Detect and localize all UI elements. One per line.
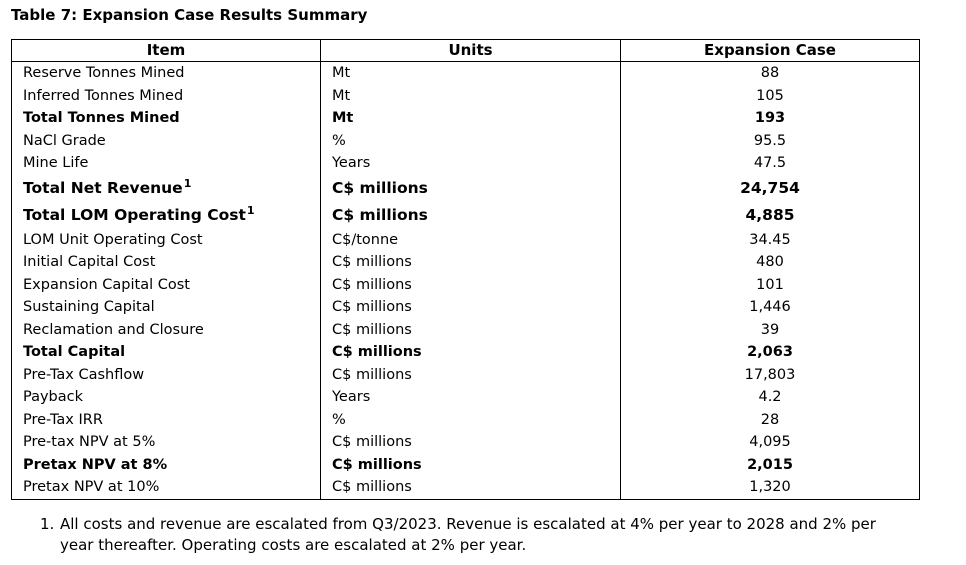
table-row bbox=[12, 251, 920, 274]
value-cell: 105 bbox=[621, 85, 920, 108]
item-label: Pretax NPV at 8% bbox=[23, 456, 168, 473]
footnote-marker: 1 bbox=[183, 177, 192, 190]
item-label: Total LOM Operating Cost bbox=[23, 206, 246, 224]
units-cell: C$ millions bbox=[321, 251, 621, 274]
footnote-number: 1. bbox=[40, 515, 55, 533]
item-label: Payback bbox=[23, 389, 84, 406]
item-cell bbox=[12, 454, 321, 477]
item-label: LOM Unit Operating Cost bbox=[23, 231, 203, 248]
table-row bbox=[12, 107, 920, 130]
value-cell: 193 bbox=[621, 107, 920, 130]
item-cell bbox=[12, 364, 321, 387]
units-cell: C$ millions bbox=[321, 319, 621, 342]
item-label: Expansion Capital Cost bbox=[23, 276, 190, 293]
table-row bbox=[12, 476, 920, 499]
item-label: Sustaining Capital bbox=[23, 299, 155, 316]
table-row bbox=[12, 152, 920, 175]
units-cell: C$ millions bbox=[321, 341, 621, 364]
value-cell: 4.2 bbox=[621, 386, 920, 409]
table-row bbox=[12, 409, 920, 432]
item-label: Pretax NPV at 10% bbox=[23, 479, 160, 496]
item-label: Total Capital bbox=[23, 344, 126, 361]
units-cell: C$ millions bbox=[321, 202, 621, 229]
table-row bbox=[12, 319, 920, 342]
table-header-row bbox=[12, 40, 920, 62]
footnote-text: All costs and revenue are escalated from Q3/2023. Revenue is escalated at 4% per year to 2028 and 2% per year thereafter. Operating costs are escalated at 2% per year. bbox=[60, 515, 876, 554]
item-cell bbox=[12, 409, 321, 432]
value-cell: 39 bbox=[621, 319, 920, 342]
item-cell bbox=[12, 431, 321, 454]
value-cell: 88 bbox=[621, 62, 920, 85]
table-row bbox=[12, 341, 920, 364]
item-label: Reclamation and Closure bbox=[23, 321, 204, 338]
item-cell bbox=[12, 62, 321, 85]
item-cell bbox=[12, 175, 321, 202]
table-row bbox=[12, 296, 920, 319]
units-cell: C$ millions bbox=[321, 476, 621, 499]
column-header-units: Units bbox=[321, 40, 621, 62]
footnote-marker: 1 bbox=[246, 204, 255, 217]
value-cell: 34.45 bbox=[621, 229, 920, 252]
item-label: Total Tonnes Mined bbox=[23, 110, 180, 127]
units-cell: % bbox=[321, 130, 621, 153]
value-cell: 101 bbox=[621, 274, 920, 297]
units-cell: C$ millions bbox=[321, 364, 621, 387]
item-cell bbox=[12, 296, 321, 319]
table-row bbox=[12, 454, 920, 477]
item-label: Pre-tax NPV at 5% bbox=[23, 434, 156, 451]
value-cell: 28 bbox=[621, 409, 920, 432]
units-cell: % bbox=[321, 409, 621, 432]
value-cell: 4,095 bbox=[621, 431, 920, 454]
table-row bbox=[12, 274, 920, 297]
units-cell: Mt bbox=[321, 107, 621, 130]
table-row bbox=[12, 130, 920, 153]
item-cell bbox=[12, 85, 321, 108]
table-title: Table 7: Expansion Case Results Summary bbox=[11, 6, 368, 24]
item-cell bbox=[12, 274, 321, 297]
table-row bbox=[12, 431, 920, 454]
value-cell: 480 bbox=[621, 251, 920, 274]
item-cell bbox=[12, 476, 321, 499]
item-cell bbox=[12, 202, 321, 229]
footnote bbox=[40, 514, 910, 555]
item-cell bbox=[12, 229, 321, 252]
units-cell: Mt bbox=[321, 85, 621, 108]
value-cell: 47.5 bbox=[621, 152, 920, 175]
item-cell bbox=[12, 386, 321, 409]
item-label: Pre-Tax IRR bbox=[23, 411, 103, 428]
units-cell: Mt bbox=[321, 62, 621, 85]
table-row bbox=[12, 175, 920, 202]
item-label: Mine Life bbox=[23, 155, 89, 172]
item-cell bbox=[12, 152, 321, 175]
units-cell: C$ millions bbox=[321, 175, 621, 202]
table-row bbox=[12, 386, 920, 409]
item-label: Initial Capital Cost bbox=[23, 254, 156, 271]
units-cell: Years bbox=[321, 386, 621, 409]
units-cell: C$/tonne bbox=[321, 229, 621, 252]
table-row bbox=[12, 364, 920, 387]
item-label: Pre-Tax Cashflow bbox=[23, 366, 145, 383]
column-header-expansion-case: Expansion Case bbox=[621, 40, 920, 62]
item-cell bbox=[12, 130, 321, 153]
table-row bbox=[12, 229, 920, 252]
item-cell bbox=[12, 341, 321, 364]
units-cell: C$ millions bbox=[321, 296, 621, 319]
value-cell: 95.5 bbox=[621, 130, 920, 153]
item-cell bbox=[12, 251, 321, 274]
item-label: Reserve Tonnes Mined bbox=[23, 65, 185, 82]
units-cell: Years bbox=[321, 152, 621, 175]
item-cell bbox=[12, 107, 321, 130]
value-cell: 1,320 bbox=[621, 476, 920, 499]
value-cell: 2,063 bbox=[621, 341, 920, 364]
table-row bbox=[12, 202, 920, 229]
units-cell: C$ millions bbox=[321, 431, 621, 454]
value-cell: 1,446 bbox=[621, 296, 920, 319]
value-cell: 4,885 bbox=[621, 202, 920, 229]
item-label: Total Net Revenue bbox=[23, 179, 183, 197]
table-row bbox=[12, 85, 920, 108]
item-label: NaCl Grade bbox=[23, 132, 106, 149]
column-header-item: Item bbox=[12, 40, 321, 62]
units-cell: C$ millions bbox=[321, 454, 621, 477]
units-cell: C$ millions bbox=[321, 274, 621, 297]
item-cell bbox=[12, 319, 321, 342]
value-cell: 17,803 bbox=[621, 364, 920, 387]
value-cell: 24,754 bbox=[621, 175, 920, 202]
value-cell: 2,015 bbox=[621, 454, 920, 477]
results-table bbox=[11, 39, 920, 500]
table-row bbox=[12, 62, 920, 85]
item-label: Inferred Tonnes Mined bbox=[23, 87, 184, 104]
